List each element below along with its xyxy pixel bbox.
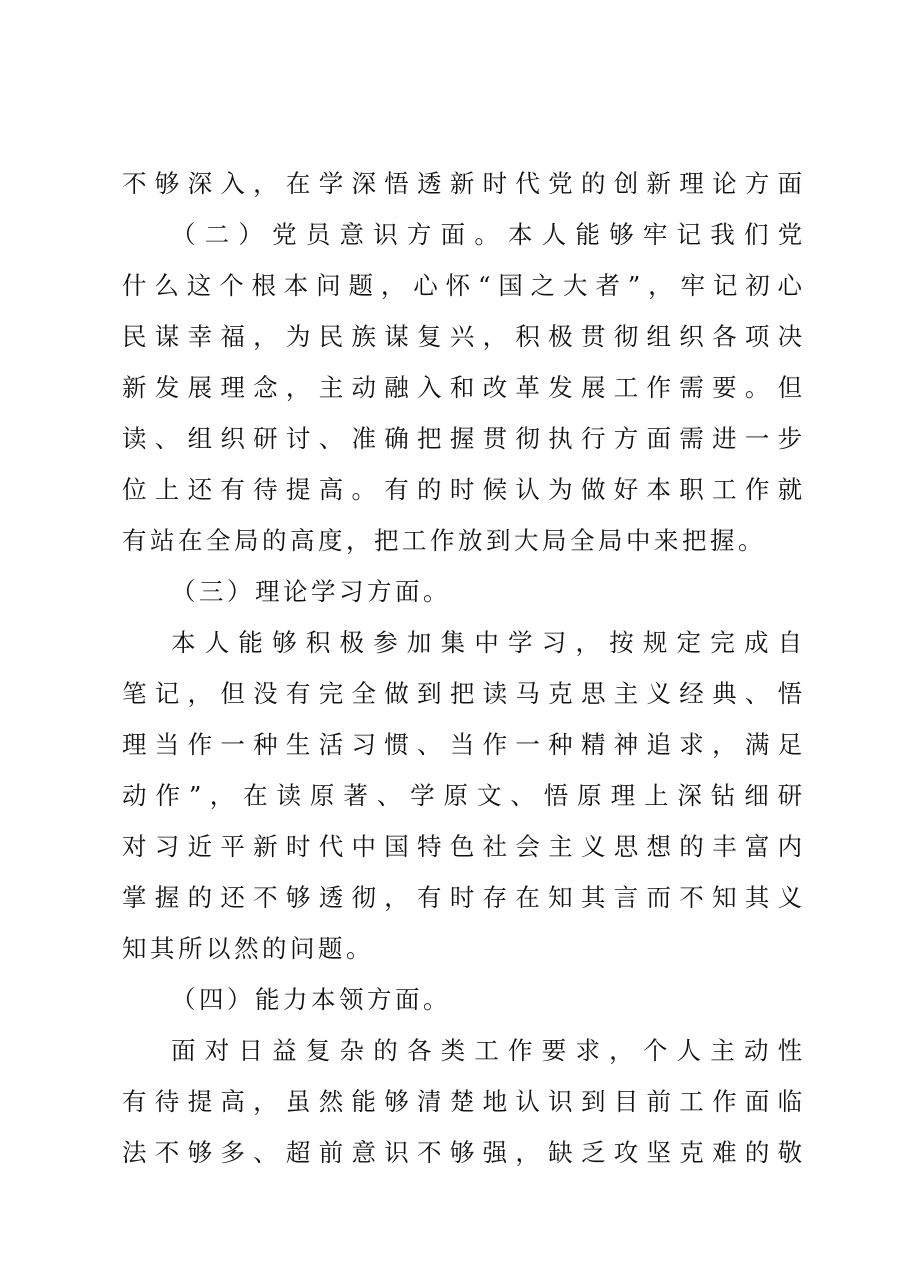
text-line: 什 么 这 个 根 本 问 题 ， 心 怀 “ 国 之 大 者 ” ， 牢 记 初 心 bbox=[122, 271, 802, 300]
text-line: 面 对 日 益 复 杂 的 各 类 工 作 要 求 ， 个 人 主 动 性 bbox=[171, 1036, 802, 1065]
text-line: 笔 记 ， 但 没 有 完 全 做 到 把 读 马 克 思 主 义 经 典 、 悟 bbox=[122, 679, 802, 708]
text-line: 不 够 深 入 ， 在 学 深 悟 透 新 时 代 党 的 创 新 理 论 方 面 bbox=[122, 169, 802, 198]
text-line: 本 人 能 够 积 极 参 加 集 中 学 习 ， 按 规 定 完 成 自 bbox=[171, 628, 802, 657]
text-line: 法 不 够 多 、 超 前 意 识 不 够 强 ， 缺 乏 攻 坚 克 难 的 敬 bbox=[122, 1138, 802, 1167]
text-line: 读 、 组 织 研 讨 、 准 确 把 握 贯 彻 执 行 方 面 需 进 一 步 bbox=[122, 424, 802, 453]
text-line: 有站在全局的高度，把工作放到大局全局中来把握。 bbox=[122, 526, 766, 555]
text-line: 掌 握 的 还 不 够 透 彻 ， 有 时 存 在 知 其 言 而 不 知 其 义 bbox=[122, 883, 802, 912]
text-line: 位 上 还 有 待 提 高 。 有 的 时 候 认 为 做 好 本 职 工 作 就 bbox=[122, 475, 802, 504]
text-line: （ 二 ） 党 员 意 识 方 面 。 本 人 能 够 牢 记 我 们 党 bbox=[171, 220, 802, 249]
text-line: 动 作 ” ， 在 读 原 著 、 学 原 文 、 悟 原 理 上 深 钻 细 研 bbox=[122, 781, 802, 810]
text-line: 对 习 近 平 新 时 代 中 国 特 色 社 会 主 义 思 想 的 丰 富 内 bbox=[122, 832, 802, 861]
section-heading: （四）能力本领方面。 bbox=[171, 985, 451, 1014]
text-line: 理 当 作 一 种 生 活 习 惯 、 当 作 一 种 精 神 追 求 ， 满 足 bbox=[122, 730, 802, 759]
text-line: 民 谋 幸 福 ， 为 民 族 谋 复 兴 ， 积 极 贯 彻 组 织 各 项 决 bbox=[122, 322, 802, 351]
text-line: 有 待 提 高 ， 虽 然 能 够 清 楚 地 认 识 到 目 前 工 作 面 临 bbox=[122, 1087, 802, 1116]
text-line: 新 发 展 理 念 ， 主 动 融 入 和 改 革 发 展 工 作 需 要 。 但 bbox=[122, 373, 802, 402]
text-line: 知其所以然的问题。 bbox=[122, 934, 374, 963]
section-heading: （三）理论学习方面。 bbox=[171, 577, 451, 606]
